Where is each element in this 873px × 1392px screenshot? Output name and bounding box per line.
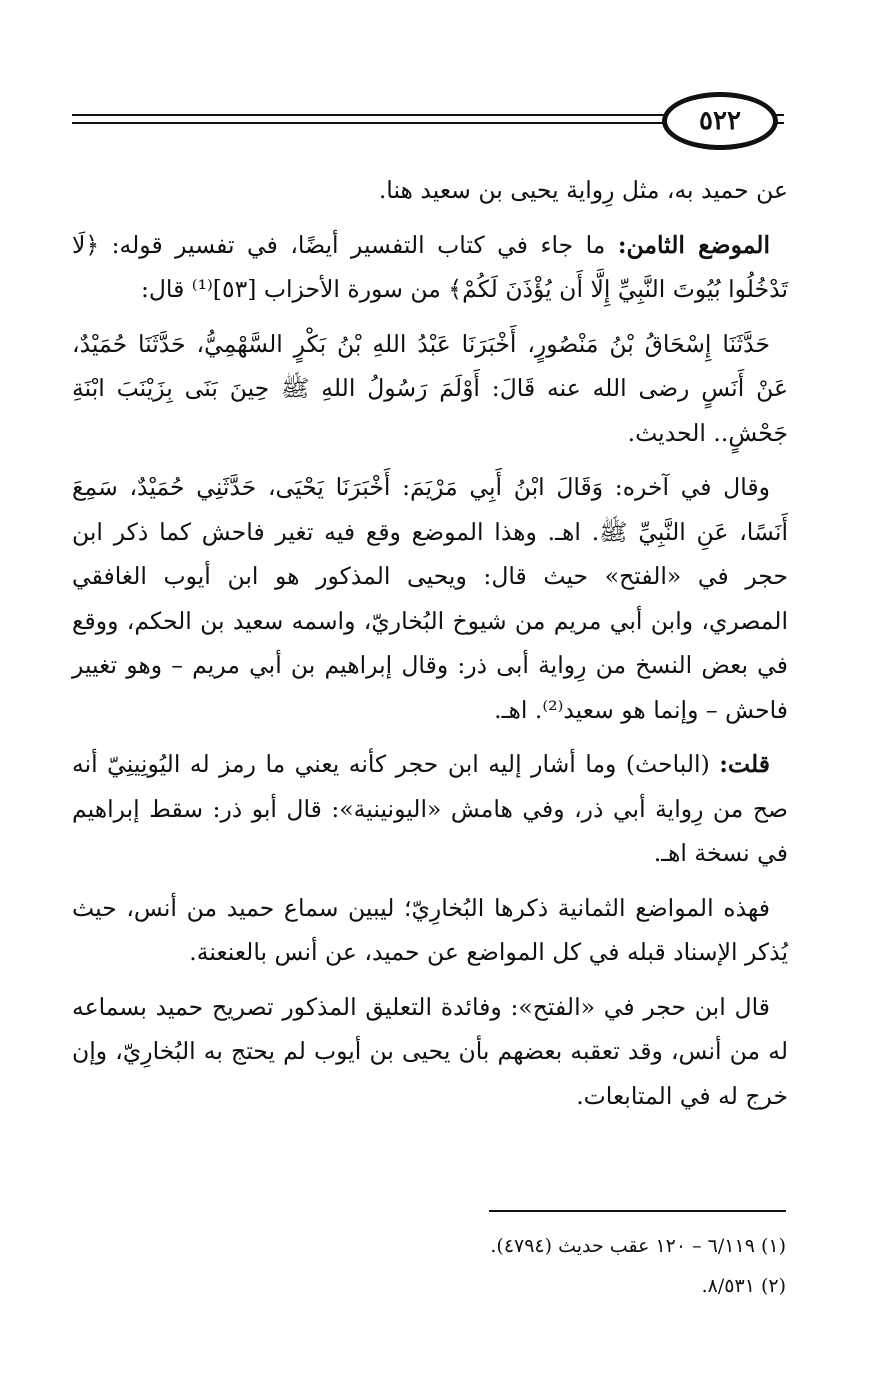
section-heading: الموضع الثامن: — [617, 230, 770, 259]
header-rule-left-2 — [72, 122, 668, 124]
footnote-2: (٢) ٨/٥٣١. — [701, 1275, 786, 1297]
footnote-separator — [489, 1210, 786, 1212]
footnotes — [72, 1226, 786, 1306]
paragraph-5: قلت: (الباحث) وما أشار إليه ابن حجر كأنه يعني ما رمز له اليُونِينِيّ أنه صح من رِواية أبي ذر، وفي هامش «اليونينية»: قال أبو ذر: سقط إبراهيم في نسخة اهـ. — [72, 750, 788, 867]
paragraph-4: وقال في آخره: وَقَالَ ابْنُ أَبِي مَرْيَمَ: أَخْبَرَنَا يَحْيَى، حَدَّثَنِي حُمَيْدٌ، سَمِعَ أَنَسًا، عَنِ النَّبِيِّ ﷺ. اهـ. وهذا الموضع وقع فيه تغير فاحش كما ذكر ابن حجر في «الفتح» حيث قال: ويحيى المذكور هو ابن أيوب الغافقي المصري، وابن أبي مريم من شيوخ البُخاريّ، واسمه سعيد بن الحكم، ووقع في بعض النسخ من رِواية أبى ذر: وقال إبراهيم بن أبي مريم – وهو تغيير فاحش – وإنما هو سعيد⁽²⁾. اهـ. — [72, 473, 788, 724]
paragraph-3: حَدَّثَنَا إِسْحَاقُ بْنُ مَنْصُورٍ، أَخْبَرَنَا عَبْدُ اللهِ بْنُ بَكْرٍ السَّهْمِيُّ، حَدَّثَنَا حُمَيْدٌ، عَنْ أَنَسٍ رضى الله عنه قَالَ: أَوْلَمَ رَسُولُ اللهِ ﷺ حِينَ بَنَى بِزَيْنَبَ ابْنَةِ جَحْشٍ.. الحديث. — [72, 329, 788, 447]
comment-lead: قلت: — [719, 750, 770, 778]
header-rule-left-1 — [72, 114, 668, 116]
page-number: ٥٢٢ — [662, 92, 778, 150]
paragraph-7: قال ابن حجر في «الفتح»: وفائدة التعليق المذكور تصريح حميد بسماعه له من أنس، وقد تعقبه بعضهم بأن يحيى بن أيوب لم يحتج به البُخارِيّ، وإن خرج له في المتابعات. — [72, 992, 788, 1110]
main-text — [72, 168, 788, 1128]
page-header — [72, 92, 784, 152]
paragraph-2: الموضع الثامن: ما جاء في كتاب التفسير أيضًا، في تفسير قوله: ﴿لَا تَدْخُلُوا بُيُوتَ النَّبِيِّ إِلَّا أَن يُؤْذَنَ لَكُمْ﴾ من سورة الأحزاب [٥٣]⁽¹⁾ قال: — [72, 230, 788, 303]
paragraph-1: عن حميد به، مثل رِواية يحيى بن سعيد هنا. — [378, 176, 788, 204]
paragraph-6: فهذه المواضع الثمانية ذكرها البُخارِيّ؛ ليبين سماع حميد من أنس، حيث يُذكر الإسناد قبله في كل المواضع عن حميد، عن أنس بالعنعنة. — [72, 893, 788, 966]
footnote-1: (١) ٦/١١٩ – ١٢٠ عقب حديث (٤٧٩٤). — [490, 1235, 786, 1257]
